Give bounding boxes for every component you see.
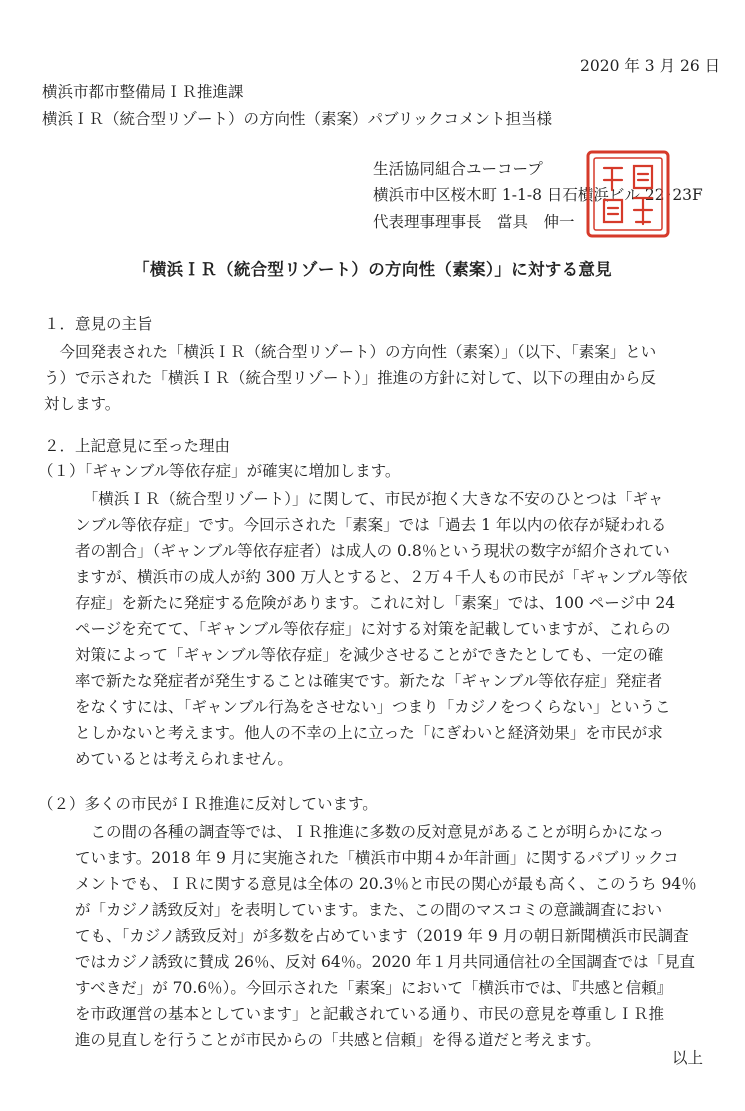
- document-title: 「横浜ＩＲ（統合型リゾート）の方向性（素案）」に対する意見: [133, 260, 612, 279]
- section1-line: 対します。: [44, 395, 121, 413]
- sub2-line: ではカジノ誘致に賛成 26％、反対 64％。2020 年１月共同通信社の全国調査では「見直: [44, 953, 696, 971]
- recipient-department: 横浜市都市整備局ＩＲ推進課: [42, 83, 244, 101]
- sub1-line: ページを充てて、「ギャンブル等依存症」に対する対策を記載していますが、これらの: [44, 620, 671, 638]
- section2-sub2-body: [44, 819, 714, 1053]
- sub1-line: ンブル等依存症」です。今回示された「素案」では「過去 1 年以内の依存が疑われる: [44, 516, 667, 534]
- section2-heading: ２．上記意見に至った理由: [44, 437, 231, 455]
- sub2-line: この間の各種の調査等では、ＩＲ推進に多数の反対意見があることが明らかになっ: [44, 823, 665, 841]
- sub1-line: ますが、横浜市の成人が約 300 万人とすると、２万４千人もの市民が「ギャンブル等依: [44, 568, 688, 586]
- closing-mark: 以上: [672, 1049, 704, 1067]
- sub1-line: 対策によって「ギャンブル等依存症」を減少させることができたとしても、一定の確: [44, 646, 664, 664]
- seal-stamp-icon: [582, 146, 674, 242]
- section2-sub1-heading: （１）「ギャンブル等依存症」が確実に増加します。: [38, 462, 401, 480]
- sub1-line: 者の割合」（ギャンブル等依存症者）は成人の 0.8％という現状の数字が紹介されてい: [44, 542, 670, 560]
- section1-line: う）で示された「横浜ＩＲ（統合型リゾート）」推進の方針に対して、以下の理由から反: [44, 369, 656, 387]
- document-date: 2020 年 3 月 26 日: [580, 57, 721, 75]
- sub2-line: を市政運営の基本としています」と記載されている通り、市民の意見を尊重しＩＲ推: [44, 1005, 665, 1023]
- sub1-line: をなくすには、「ギャンブル行為をさせない」つまり「カジノをつくらない」というこ: [44, 698, 671, 716]
- sub2-line: ています。2018 年 9 月に実施された「横浜市中期４か年計画」に関するパブリックコ: [44, 849, 679, 867]
- section2-sub1-body: [44, 486, 714, 772]
- sender-address: 横浜市中区桜木町 1-1-8 日石横浜ビル 22･23F: [373, 186, 703, 204]
- section1-body: [44, 339, 704, 417]
- sub1-line: 「横浜ＩＲ（統合型リゾート）」に関して、市民が抱く大きな不安のひとつは「ギャ: [44, 490, 664, 508]
- section1-heading: １．意見の主旨: [44, 315, 153, 333]
- sub2-line: が「カジノ誘致反対」を表明しています。また、この間のマスコミの意識調査におい: [44, 901, 663, 919]
- stamp-text: 印: [628, 240, 629, 241]
- sub2-line: 進の見直しを行うことが市民からの「共感と信頼」を得る道だと考えます。: [44, 1031, 601, 1049]
- sub2-line: ても、「カジノ誘致反対」が多数を占めています（2019 年 9 月の朝日新聞横浜市民調査: [44, 927, 689, 945]
- sub1-line: 存症」を新たに発症する危険があります。これに対し「素案」では、100 ページ中 24: [44, 594, 676, 612]
- sub2-line: すべきだ」が 70.6％）。今回示された「素案」において「横浜市では、『共感と信頼』: [44, 979, 673, 997]
- sender-organization: 生活協同組合ユーコープ: [373, 160, 543, 178]
- recipient-attention: 横浜ＩＲ（統合型リゾート）の方向性（素案）パブリックコメント担当様: [42, 110, 552, 128]
- section1-line: 今回発表された「横浜ＩＲ（統合型リゾート）の方向性（素案）」（以下、「素案」とい: [44, 343, 657, 361]
- sub2-line: メントでも、ＩＲに関する意見は全体の 20.3％と市民の関心が最も高く、このうち 94％: [44, 875, 697, 893]
- sub1-line: 率で新たな発症者が発生することは確実です。新たな「ギャンブル等依存症」発症者: [44, 672, 663, 690]
- sender-representative: 代表理事理事長 當具 伸一: [373, 213, 575, 231]
- section2-sub2-heading: （２）多くの市民がＩＲ推進に反対しています。: [38, 795, 378, 813]
- sub1-line: としかないと考えます。他人の不幸の上に立った「にぎわいと経済効果」を市民が求: [44, 724, 663, 742]
- sub1-line: めているとは考えられません。: [44, 750, 293, 768]
